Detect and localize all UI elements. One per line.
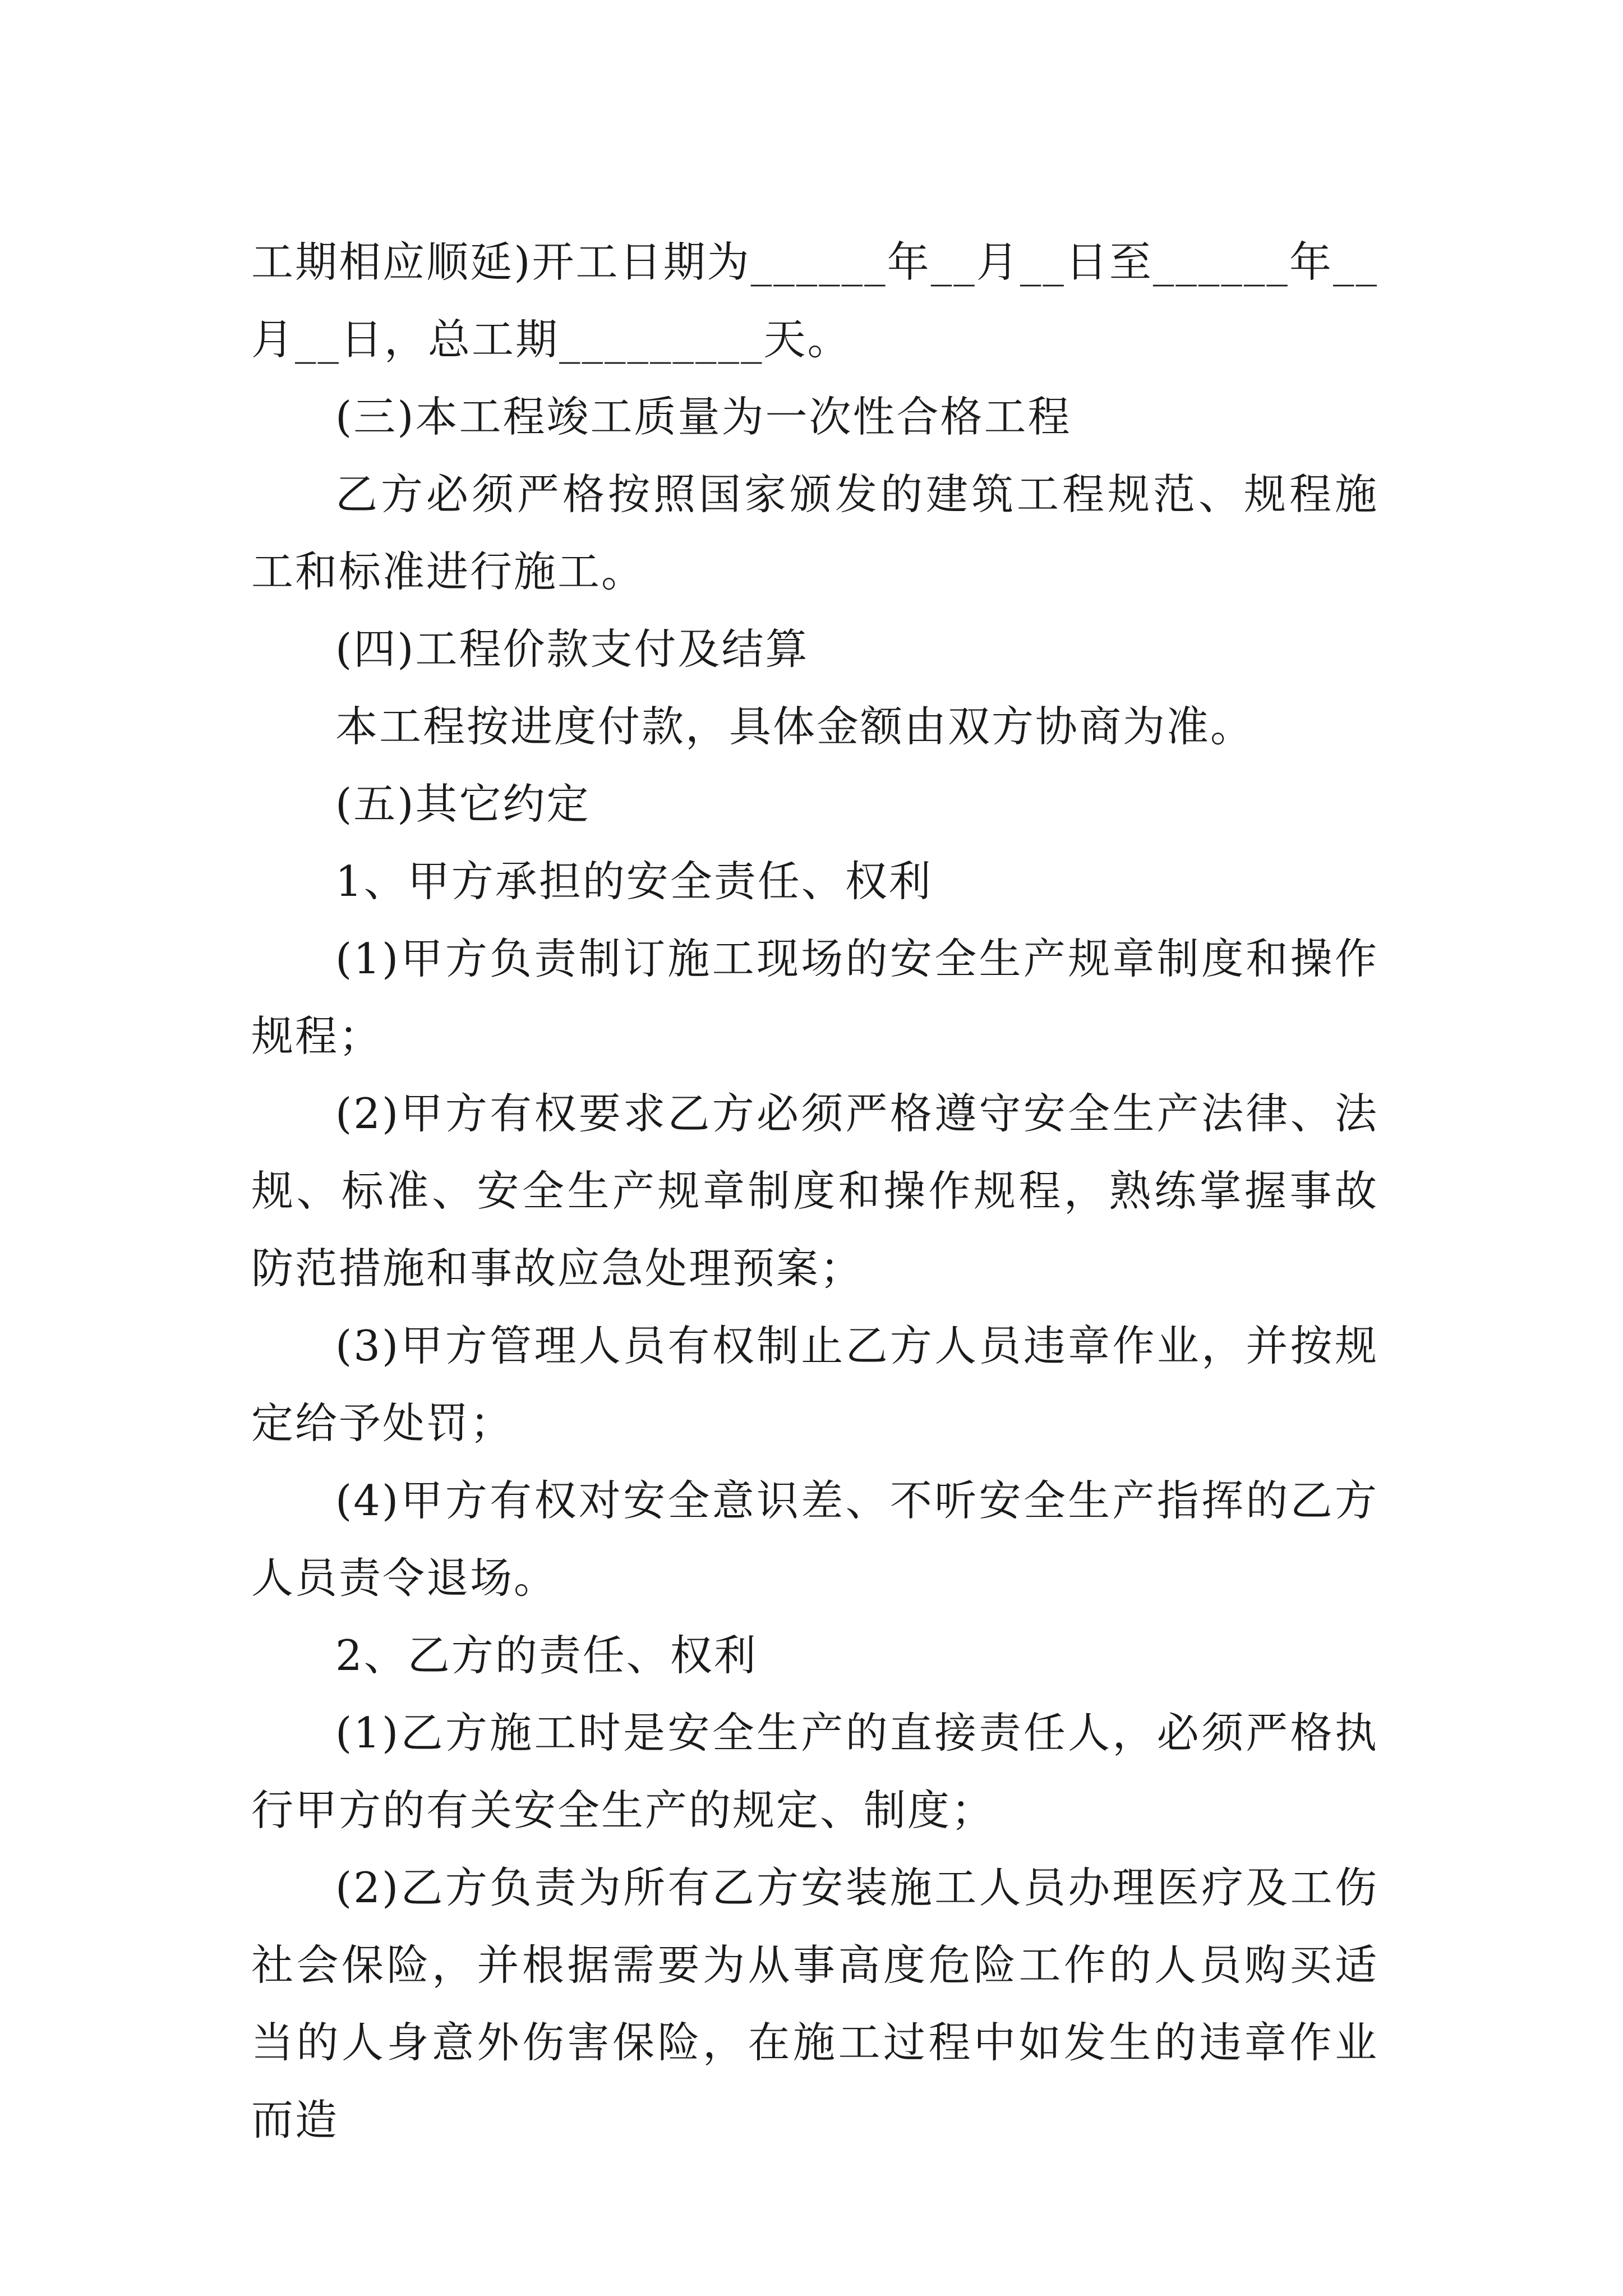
clause-party-a-4: (4)甲方有权对安全意识差、不听安全生产指挥的乙方人员责令退场。 <box>251 1476 1378 1603</box>
document-body <box>251 223 1378 2159</box>
heading-party-a-responsibilities: 1、甲方承担的安全责任、权利 <box>335 857 933 906</box>
clause-party-b-2: (2)乙方负责为所有乙方安装施工人员办理医疗及工伤社会保险，并根据需要为从事高度危险工作的人员购买适当的人身意外伤害保险，在施工过程中如发生的违章作业而造 <box>251 1863 1378 2145</box>
heading-payment: (四)工程价款支付及结算 <box>335 624 809 674</box>
clause-party-b-1: (1)乙方施工时是安全生产的直接责任人，必须严格执行甲方的有关安全生产的规定、制度； <box>251 1708 1378 1835</box>
clause-party-a-3: (3)甲方管理人员有权制止乙方人员违章作业，并按规定给予处罚； <box>251 1321 1378 1448</box>
paragraph-quality-standard: 乙方必须严格按照国家颁发的建筑工程规范、规程施工和标准进行施工。 <box>251 470 1378 596</box>
clause-party-a-2: (2)甲方有权要求乙方必须严格遵守安全生产法律、法规、标准、安全生产规章制度和操作规程，熟练掌握事故防范措施和事故应急处理预案； <box>251 1089 1378 1293</box>
paragraph-payment: 本工程按进度付款，具体金额由双方协商为准。 <box>335 702 1255 751</box>
clause-party-a-1: (1)甲方负责制订施工现场的安全生产规章制度和操作规程； <box>251 934 1378 1061</box>
heading-quality: (三)本工程竣工质量为一次性合格工程 <box>335 392 1072 441</box>
heading-party-b-responsibilities: 2、乙方的责任、权利 <box>335 1631 758 1680</box>
heading-other-agreements: (五)其它约定 <box>335 779 591 829</box>
paragraph-schedule: 工期相应顺延)开工日期为______年__月__日至______年__月__日，总工期_________天。 <box>251 237 1378 364</box>
